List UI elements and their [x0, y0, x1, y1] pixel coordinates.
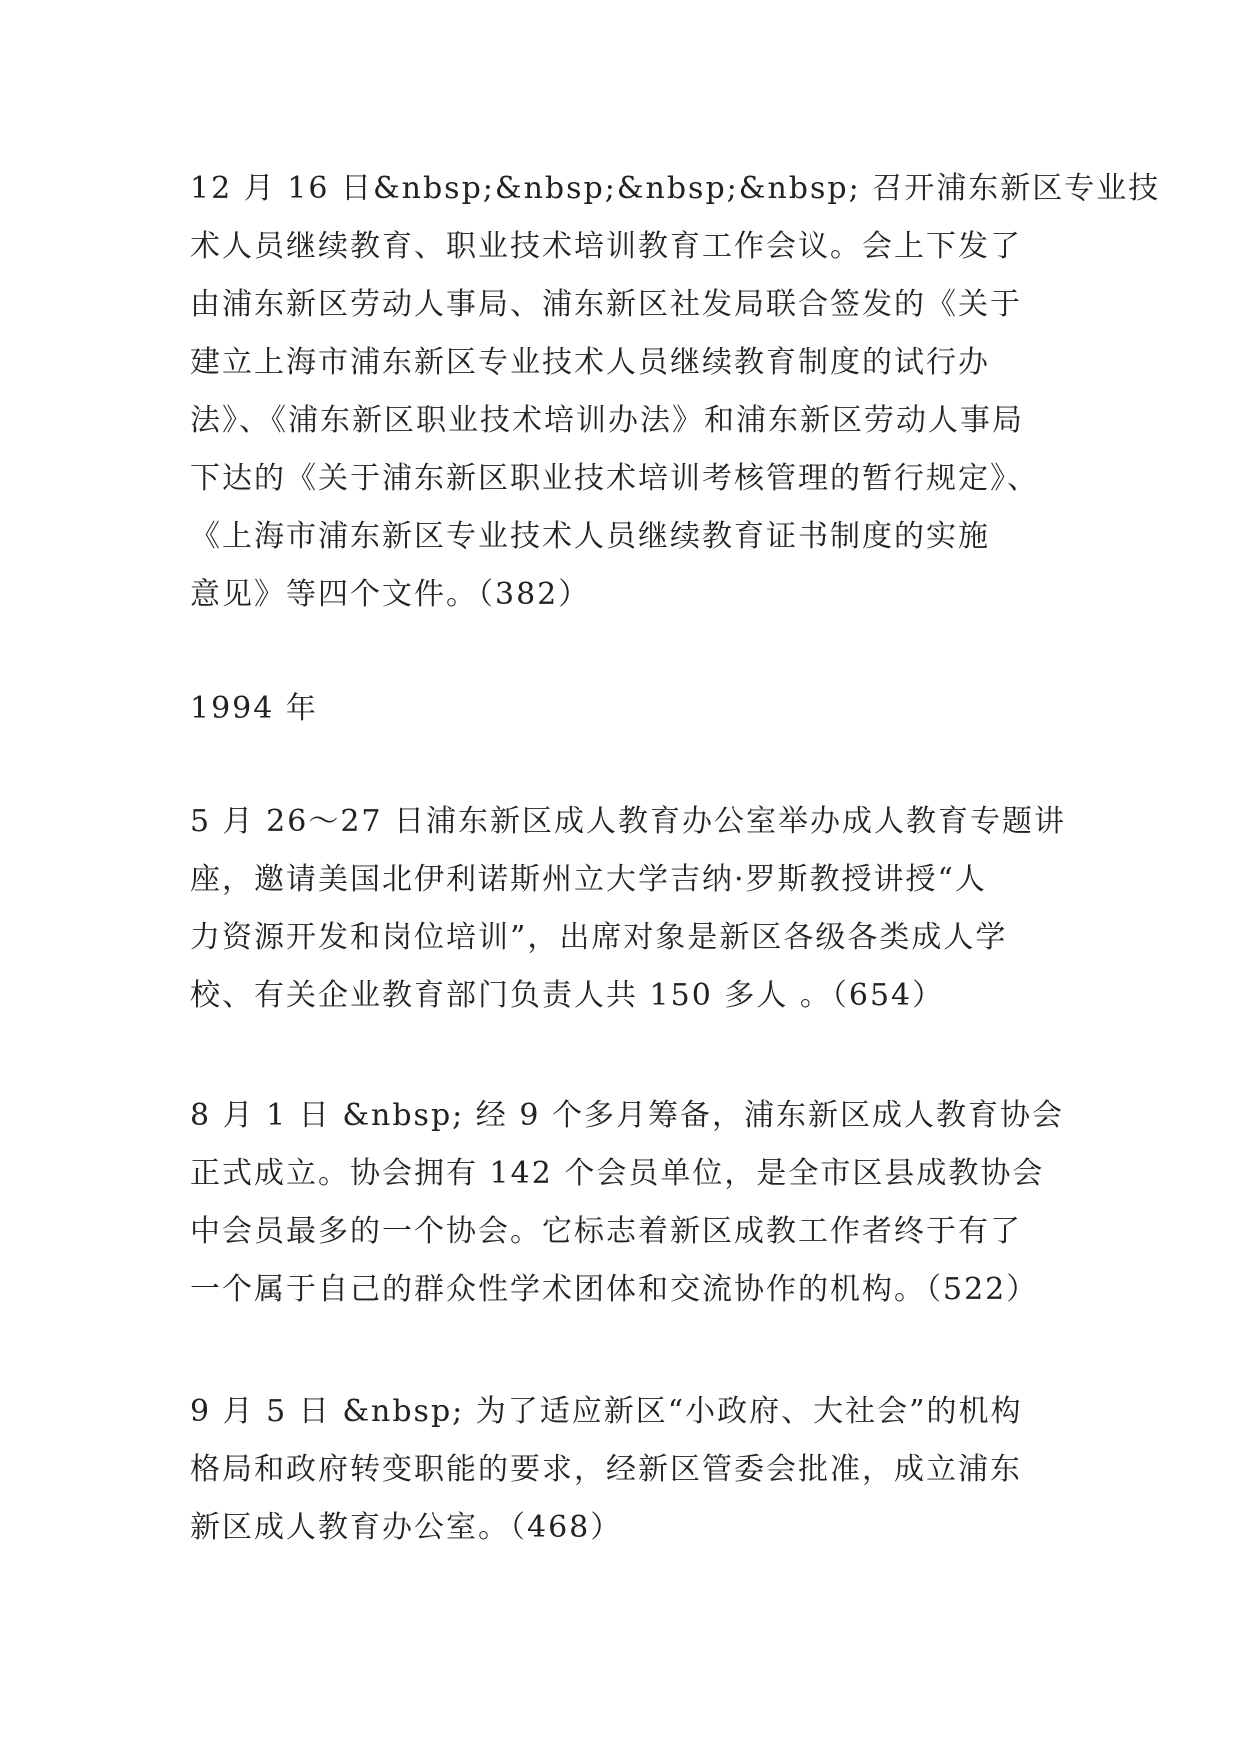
text-line: 正式成立。协会拥有 142 个会员单位，是全市区县成教协会 — [190, 1156, 1045, 1191]
paragraph-1216-meeting — [190, 160, 1161, 624]
text-line: 中会员最多的一个协会。它标志着新区成教工作者终于有了 — [190, 1214, 1022, 1249]
text-line: 12 月 16 日&nbsp;&nbsp;&nbsp;&nbsp; 召开浦东新区专业技 — [190, 171, 1161, 206]
text-line: 法》、《浦东新区职业技术培训办法》和浦东新区劳动人事局 — [190, 403, 1024, 438]
year-heading: 1994 年 — [190, 691, 318, 726]
text-line: 力资源开发和岗位培训”，出席对象是新区各级各类成人学 — [190, 920, 1008, 955]
text-line: 由浦东新区劳动人事局、浦东新区社发局联合签发的《关于 — [190, 287, 1022, 322]
text-line: 术人员继续教育、职业技术培训教育工作会议。会上下发了 — [190, 229, 1022, 264]
text-line: 下达的《关于浦东新区职业技术培训考核管理的暂行规定》、 — [190, 461, 1039, 496]
text-line: 一个属于自己的群众性学术团体和交流协作的机构。（522） — [190, 1272, 1039, 1307]
text-line: 8 月 1 日 &nbsp; 经 9 个多月筹备，浦东新区成人教育协会 — [190, 1098, 1064, 1133]
text-line: 建立上海市浦东新区专业技术人员继续教育制度的试行办 — [190, 345, 990, 380]
year-heading-1994 — [190, 680, 1090, 738]
text-line: 校、有关企业教育部门负责人共 150 多人 。（654） — [190, 978, 945, 1013]
paragraph-0905-office — [190, 1383, 1090, 1557]
text-line: 9 月 5 日 &nbsp; 为了适应新区“小政府、大社会”的机构 — [190, 1394, 1023, 1429]
text-line: 5 月 26～27 日浦东新区成人教育办公室举办成人教育专题讲 — [190, 804, 1067, 839]
paragraph-0801-association — [190, 1087, 1090, 1319]
text-line: 格局和政府转变职能的要求，经新区管委会批准，成立浦东 — [190, 1452, 1022, 1487]
text-line: 《上海市浦东新区专业技术人员继续教育证书制度的实施 — [190, 519, 990, 554]
paragraph-0526-lecture — [190, 793, 1090, 1025]
text-line: 座，邀请美国北伊利诺斯州立大学吉纳·罗斯教授讲授“人 — [190, 862, 987, 897]
text-line: 新区成人教育办公室。（468） — [190, 1510, 623, 1545]
text-line: 意见》等四个文件。（382） — [190, 577, 591, 612]
